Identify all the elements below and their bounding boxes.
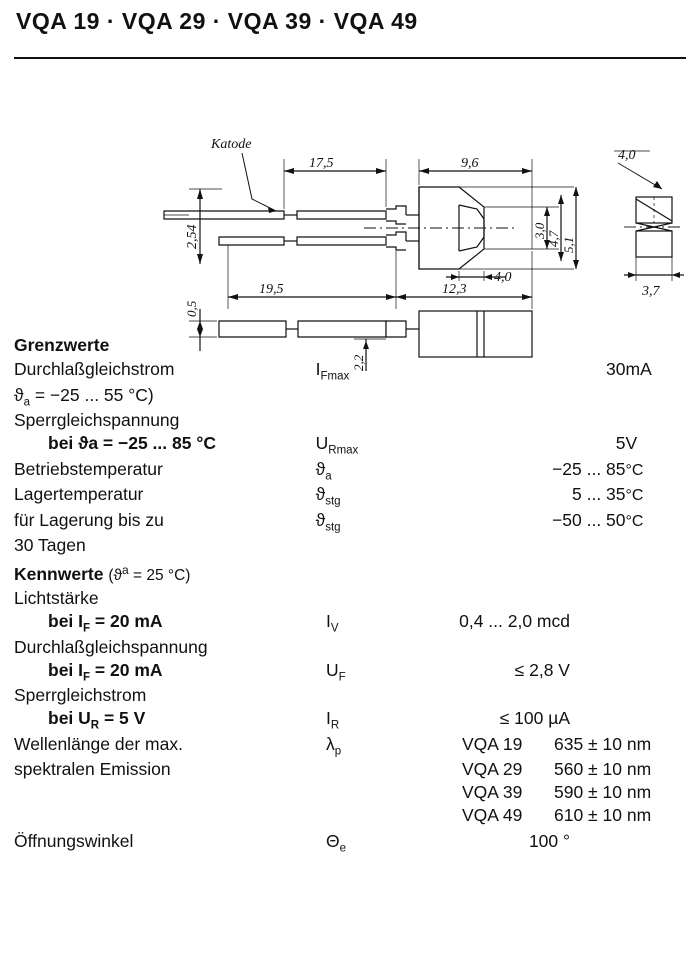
row-label: bei ϑa = −25 ... 85 °C xyxy=(48,433,216,453)
row-label-sub: F xyxy=(83,671,91,684)
svg-text:3,7: 3,7 xyxy=(642,284,660,299)
table-row xyxy=(14,509,686,535)
row-symbol-sub: Rmax xyxy=(328,444,359,457)
row-symbol-sub: e xyxy=(339,842,347,855)
table-row xyxy=(14,483,686,509)
svg-text:2,54: 2,54 xyxy=(185,224,200,249)
row-label: Sperrgleichspannung xyxy=(14,410,180,430)
row-symbol-sub: F xyxy=(338,671,346,684)
svg-text:4,7: 4,7 xyxy=(546,230,561,247)
row-symbol: ϑ xyxy=(315,458,326,479)
svg-text:3,0: 3,0 xyxy=(532,222,547,239)
row-label-pre: bei I xyxy=(48,659,84,680)
svg-text:4,0: 4,0 xyxy=(618,148,636,163)
row-value: −50 ... 50 xyxy=(552,509,626,530)
row-symbol: I xyxy=(326,611,331,632)
row-symbol: ϑ xyxy=(315,484,326,504)
row-label-pre: bei I xyxy=(48,611,84,632)
svg-text:2,2: 2,2 xyxy=(351,354,366,371)
wavelength-type: VQA 19 xyxy=(462,733,523,754)
limits-table xyxy=(14,358,686,557)
row-label-rest: = −25 ... 55 °C) xyxy=(29,384,154,405)
characteristics-condition xyxy=(108,563,191,585)
row-symbol-sub: stg xyxy=(325,521,341,533)
row-unit: V xyxy=(625,433,638,453)
table-row xyxy=(14,358,686,384)
row-label: Lichtstärke xyxy=(14,588,99,609)
table-row xyxy=(14,684,686,707)
row-label: für Lagerung bis zu xyxy=(14,509,164,530)
row-symbol-sub: a xyxy=(325,470,332,482)
svg-text:17,5: 17,5 xyxy=(309,156,334,171)
row-symbol: U xyxy=(326,659,339,680)
row-label-sub: R xyxy=(90,719,100,732)
row-symbol-sub: p xyxy=(334,745,342,758)
row-symbol: λ xyxy=(326,733,335,754)
cond-pre: (ϑ xyxy=(108,567,122,585)
row-unit: mA xyxy=(625,359,652,379)
table-row xyxy=(14,409,686,432)
row-label: Durchlaßgleichspannung xyxy=(14,636,208,657)
table-row-wavelength xyxy=(14,781,686,804)
row-label: Betriebstemperatur xyxy=(14,458,163,479)
row-label: Sperrgleichstrom xyxy=(14,685,147,706)
row-label-sub: F xyxy=(83,622,91,635)
table-row xyxy=(14,827,686,856)
row-symbol: U xyxy=(315,433,329,453)
aperture-value: 100 ° xyxy=(528,831,570,852)
svg-text:4,0: 4,0 xyxy=(494,270,512,285)
wavelength-value: 590 ± 10 nm xyxy=(554,782,652,803)
svg-text:19,5: 19,5 xyxy=(259,282,284,297)
row-label-post: = 5 V xyxy=(99,708,146,729)
row-symbol-sub: stg xyxy=(325,495,341,508)
wavelength-type: VQA 29 xyxy=(462,759,523,780)
table-row-wavelength xyxy=(14,733,686,759)
wavelength-value: 635 ± 10 nm xyxy=(554,733,652,754)
wavelength-value: 610 ± 10 nm xyxy=(554,805,652,826)
cond-post: = 25 °C) xyxy=(128,567,191,585)
row-label: 30 Tagen xyxy=(14,535,86,555)
svg-text:9,6: 9,6 xyxy=(461,156,479,171)
row-label: Durchlaßgleichstrom xyxy=(14,359,175,379)
row-unit: °C xyxy=(625,461,644,479)
table-row xyxy=(14,432,686,458)
svg-text:Katode: Katode xyxy=(211,137,252,152)
row-label-pre: bei U xyxy=(48,708,91,729)
table-row xyxy=(14,458,686,484)
row-symbol: ϑ xyxy=(315,509,326,530)
row-value: 5 xyxy=(615,433,626,453)
row-value: ≤ 2,8 V xyxy=(514,659,570,680)
table-row-wavelength xyxy=(14,804,686,827)
row-value: −25 ... 85 xyxy=(552,458,626,479)
row-symbol-sub: R xyxy=(330,719,340,732)
row-label-post: = 20 mA xyxy=(90,611,163,632)
row-value: ≤ 100 µA xyxy=(499,708,570,729)
row-label-prefix: ϑ xyxy=(14,384,24,405)
row-unit: °C xyxy=(625,512,644,530)
cond-sup: a xyxy=(121,563,129,577)
svg-text:5,1: 5,1 xyxy=(561,236,576,253)
limits-heading: Grenzwerte xyxy=(14,335,110,355)
characteristics-heading-label: Kennwerte xyxy=(14,564,104,585)
wavelength-type: VQA 49 xyxy=(462,805,523,826)
wavelength-type: VQA 39 xyxy=(462,782,523,803)
row-unit: °C xyxy=(625,487,644,504)
row-value: 30 xyxy=(606,359,626,379)
table-row xyxy=(14,610,686,636)
row-value: 5 ... 35 xyxy=(572,484,626,504)
row-symbol: Θ xyxy=(326,831,340,852)
row-symbol-sub: Fmax xyxy=(320,370,350,383)
table-row xyxy=(14,534,686,557)
characteristics-table xyxy=(14,587,686,856)
characteristics-heading xyxy=(14,563,686,585)
table-row-wavelength xyxy=(14,758,686,781)
wavelength-value: 560 ± 10 nm xyxy=(554,759,652,780)
page-title: VQA 19 · VQA 29 · VQA 39 · VQA 49 xyxy=(16,8,418,34)
svg-text:12,3: 12,3 xyxy=(442,282,467,297)
row-symbol: I xyxy=(326,708,331,729)
table-row xyxy=(14,587,686,610)
row-symbol: I xyxy=(315,359,321,379)
table-row xyxy=(14,384,686,410)
table-row xyxy=(14,659,686,685)
svg-text:0,5: 0,5 xyxy=(184,300,199,317)
row-label-post: = 20 mA xyxy=(90,659,163,680)
row-label-sub: a xyxy=(23,396,30,408)
aperture-label: Öffnungswinkel xyxy=(14,831,134,852)
row-label: Lagertemperatur xyxy=(14,484,144,504)
row-value: 0,4 ... 2,0 mcd xyxy=(459,611,570,632)
table-row xyxy=(14,636,686,659)
wavelength-label-line1: Wellenlänge der max. xyxy=(14,733,183,754)
wavelength-label-line2: spektralen Emission xyxy=(14,759,171,780)
table-row xyxy=(14,707,686,733)
row-symbol-sub: V xyxy=(330,622,339,635)
